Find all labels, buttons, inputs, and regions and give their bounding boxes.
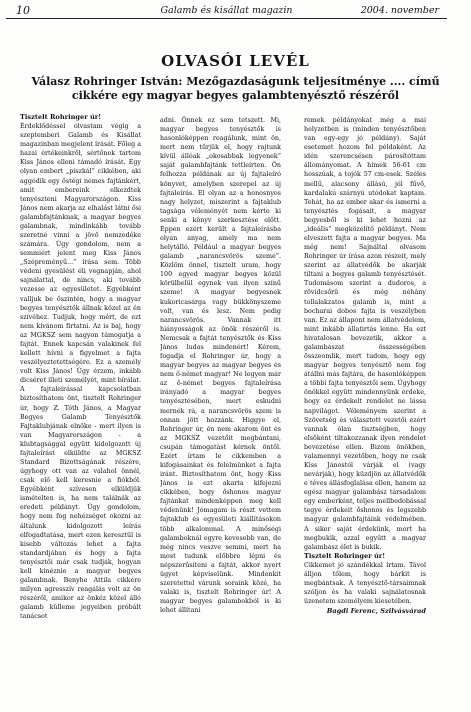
closing-salutation: Tisztelt Rohringer úr! — [304, 551, 386, 560]
column-3-text: remek példányokat még a mai helyzetben is (minden tenyésztőben van egy-egy jó példány). Saját esetemet hozom fel példaként. Az idén szerencsésen párosítottam állományomat. A hímek 56-61 cm hosszúak, a tojók 57 cm-esek. Széles mellű, alacsony állású, jól fűvő, kardalakú szárnyú utódokat kaptam. Tehát, ha az ember akar és ismerni a tenyésztés fogásait, a magyar begyesből is ki lehet hozni az „ideális” megközelítő példányt. Nem elveszett fajta a magyar begyes. Ma még nem! Sajnáltal olvasom Rohringer úr írása azon részeit, mely szerint az állatvédők be akarják tiltani a begyes galamb tenyésztését. Tudomásom szerint a dudoros, a rövidcsőrű és még néhány tollalakzatos galamb is, mint a bocharai dobos fajta is veszélyben van. Ez az állapont nem állatvédelem, mint inkább állatirtás lenne. Ha ezt hivatalosan bevezetik, akkor a galambászat összességében összeomlik, mert tudom, hogy egy magyar begyes tenyésztő nem fog átállni más fajtára, de hasonlóképpen a többi fajta tenyésztői sem. Úgyhogy önökkel együtt mindennyünk érdeke, hogy ez érdekelt rendelet ne lássa napvilágot. Véleményem szerint a Szövetség és választott vezetői ezért vannak ólan tisztségben, hogy elsőként tiltakozzanak ilyen rendelet bevezetése ellen. Bizom önökben, valamennyi vezetőben, hogy ne csak Kiss Jánostól várják el (vagy nevárják), hogy küzdjön az állatvédők e téves állásfoglalása ellen, hanem az egész magyar galambász társadalom egy emberként, teljes mellbedobással tegye érdekeit őshonos és legszebb magyar galambfajtáink védelmében. A siker saját érdekünk, mert ha megbukik, azzal együtt a magyar galambász élet is bukik. — [304, 117, 426, 551]
magazine-title: Galamb és kisállat magazin — [160, 5, 293, 16]
running-header — [6, 4, 447, 19]
author-signature: Bagdi Ferenc, Szilvásvárad — [326, 607, 426, 616]
page-number: 10 — [16, 4, 30, 17]
article-title: OLVASÓI LEVÉL — [161, 52, 310, 70]
column-2-text: adni. Önnek ez sem tetszett. Mi, magyar begyes tenyésztők is hasonlóképpen reagálunk, mint ön, mert nem tűrjük el, hogy rajtunk kívül állóak „okosabbak legyenek” saját galambfajtánk tettleírten. Ön felhozza példának az új fajtaleíró könyvet, amelyben szerepel az új fajtaleírás. El olyan az a honosnyos nagy helyzet, miszerint a fajtaklub tagsága véleményét nem kérte ki senki a könyv szerkesztése előtt. Eppen ezért került a fajtaleírásba olyan anyag, amely ma nem helytálló. Például a magyar begyes galamb „narancsvörös szeme”. Közlöm önnel, tisztelt uram, hogy 100 egyed magyar begyes közül körülbelül egynek van ilyen színű szeme! A magyar begyesnek kukoricasárga vagy bükkönyszeme volt, van és lesz. Nem pedig narancsvörös. Vannak itt hiányosságok az önök részéről is. Nemcsak a fajtát tenyésztők és Kiss János ludas mindenért! Kérem, fogadja el Rohringer úr, hogy a magyar begyes az magyar begyes és nem ő-német magyar! Ne legyen már az ő-német begyes fajtaleírása irányadó a magyar begyes tenyésztésében, mert eskudni mernék rá, a narancsvörös szem is onnan jött hozzánk. Higgye el, Rohringer úr, én nem akarom önt és az MGKSZ vezetőit megbántani, csupán támogatást kérnek öntől. Ezért írtam le cikkemben a kifogásainkat és felelmünket a fajta iránt. Biztosíthatom önt, hogy Kiss János is ezt akarta kifejezni cikkében, hogy őshonos magyar fajtánkat mindenképpen meg kell védenünk! Jómagam is részt vettem fajtaklub és egyesületi kiállításokon több alkalommal. A minőségi galamboknál egyre kevesebb van, de még nincs veszve semmi, mert ha most tudunk előbbre lépni és népszerűsíteni a fajtát, akkor nyert ügyet képviselünk. Mindenkit szeretettel várunk soraink közé, ha valaki is, tisztelt Rohringer úr! A magyar begyes galambokból is ki lehet állítani — [160, 117, 281, 615]
article-subtitle: Válasz Rohringer István: Mezőgazdaságunk teljesítménye .... című cikkére egy magyar begyes galambtenyésztő részéről — [31, 75, 440, 102]
column-1-text: Érdeklődéssel olvastam végig a szeptemberi Galamb és Kisállat magazinban megjelent írását. Főleg a hazai értékeinkről, sértőnek tartom Kiss János elleni támadó írását. Egy olyan embert „piszkál” cikkében, aki aggódik egy őstégi nemes fajtánkért, amit embereink elkezdtek tenyészteni Magyarországon. Kiss János nem akarja az elhalást látni ősi galambfajtánknak, a magyar begyes galambnak, mindinkább tovább szeretné vinni a jövő nemzedéke számára. Úgy gondolom, nem a semmiért jelent meg Kiss János „Szépreményű...” írása sem. Több védeni gyesülést éli vegnapján, ahol sajnálattal, de nincs, aki tovább vezesse az egyesületet. Egyébként valljuk be őszintén, hogy a magyar begyes tenyésztők állnak közel az én szívéhez. Tudjuk, hogy mért, de ezt nem kívánom firtatni. Az is baj, hogy az MGKSZ sem nagyon támogatja a fajtát. Ennek kapcsán valakinek fel kellett hívni a figyelmet a fajta veszélyeztetettségére. Ez a személy volt Kiss János! Úgy érzem, inkább dicséret illeti személyét, mint bírálat. A fajtaleírással kapcsolatban biztosíthatom önt, tisztelt Rohringer úr, hogy Z. Tóth János, a Magyar Begyes Galamb Tenyésztők Fajtaklubjának elnöke - mert ilyen is van Magyarországon - a klubtagsággal együtt kidolgozott új fajtaleírást elküldte az MGKSZ Standard Bizottságának részére, úgyhogy ott van az valahol önnél, csak elő kell keresnie a fiókból. Egyébként szívesen elküldjük ismételten is, ha nem találnák az eredeti példányt. Úgy gondolom, hogy nem fog nehézséget okozni az általunk kidolgozott leírás elfogadtatása, mert ezen keresztül is kisebb változás lehet a fajta standardjában és hogy a fajta tenyésztői már csak tudják, hogyan kell kinéznie a magyar begyes galambnak. Benyhe Attila cikkére milyen agresszív reagálás volt az ön részéről, amikor az önkéz közel álló galamb külleme jegyeiben próbált tanácsot — [20, 123, 141, 621]
salutation: Tisztelt Rohringer úr! — [20, 113, 102, 121]
issue-date: 2004. november — [360, 5, 439, 16]
closing-text: Cikkemet jó szándékkal írtam. Távol álljon tőlem, hogy bárkit is megbántsak. A tenyésztő-társaimnak szóljon és ha valaki sajnálatosnak üzenetem személyem kiesetében. — [304, 561, 426, 606]
text-column-1 — [20, 113, 141, 697]
text-column-2 — [160, 116, 281, 700]
text-column-3 — [304, 116, 426, 700]
